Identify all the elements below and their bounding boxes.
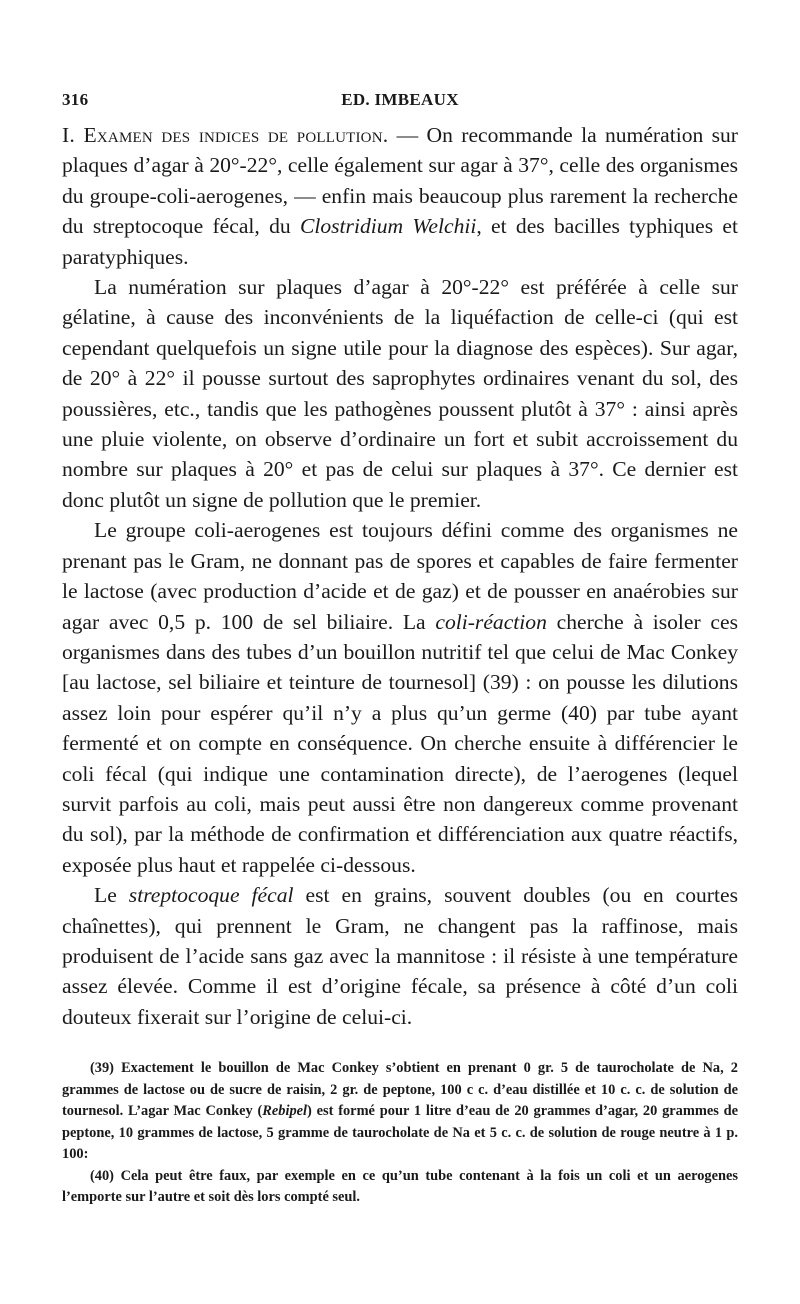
emphasis-term: streptocoque fécal — [128, 883, 294, 908]
paragraph-text: — On recommande la numération sur plaques d’agar à 20°-22°, celle également sur agar à 37°, celle des organismes du groupe-coli-aerogenes, — enfin mais beaucoup plus rarement la recherche du streptocoque fécal, du — [62, 123, 738, 239]
running-head — [62, 78, 738, 118]
species-name: Clostridium Welchii — [299, 214, 477, 239]
paragraph-text: est en grains, souvent doubles (ou en courtes chaînettes), qui prennent le Gram, ne changent pas la raffinose, mais produisent de l’acide sans gaz avec la mannitose : il résiste à une température assez élevée. Comme il est d’origine fécale, sa présence à côté d’un coli douteux fixerait sur l’origine de celui-ci. — [62, 883, 738, 1029]
paragraph-text: cherche à isoler ces organismes dans des tubes d’un bouillon nutritif tel que celui de Mac Conkey [au lactose, sel biliaire et teinture de tournesol] (39) : on pousse les dilutions assez loin pour espérer qu’il n’y a plus qu’un germe (40) par tube ayant fermenté et on compte en conséquence. On cherche ensuite à différencier le coli fécal (qui indique une contamination directe), de l’aerogenes (lequel survit parfois au coli, mais peut aussi être non dangereux comme provenant du sol), par la méthode de confirmation et différenciation aux quatre réactifs, exposée plus haut et rappelée ci-dessous. — [62, 609, 738, 877]
paragraph-agar-plates — [62, 272, 738, 515]
footnote-text: (39) Exactement le bouillon de Mac Conkey s’obtient en prenant 0 gr. 5 de taurocholate de Na, 2 grammes de lactose ou de sucre de raisin, 2 gr. de peptone, 100 c c. d’eau distillée et 10 c. c. de solution de tournesol. L’agar Mac Conkey ( — [62, 1060, 738, 1120]
paragraph-streptococcus — [62, 880, 738, 1032]
footnote-40 — [62, 1166, 738, 1209]
page-number: 316 — [62, 90, 89, 109]
paragraph-text: Le groupe coli-aerogenes est toujours défini comme des organismes ne prenant pas le Gram, ne donnant pas de spores et capables de faire fermenter le lactose (avec production d’acide et de gaz) et de pousser en anaérobies sur agar avec 0,5 p. 100 de sel biliaire. La — [62, 518, 738, 634]
section-heading: I. Examen des indices de pollution. — [62, 123, 389, 147]
running-title: ED. IMBEAUX — [341, 90, 459, 109]
footnote-text: (40) Cela peut être faux, par exemple en ce qu’un tube contenant à la fois un coli et un aerogenes l’emporte sur l’autre et soit dès lors compté seul. — [62, 1167, 738, 1206]
paragraph-coli-aerogenes — [62, 515, 738, 880]
emphasis-term: Rebipel — [262, 1103, 308, 1120]
paragraph-text: La numération sur plaques d’agar à 20°-22° est préférée à celle sur gélatine, à cause des inconvénients de la liquéfaction de celle-ci (qui est cependant quelquefois un signe utile pour la diagnose des espèces). Sur agar, de 20° à 22° il pousse surtout des saprophytes ordinaires venant du sol, des poussières, etc., tandis que les pathogènes poussent plutôt à 37° : ainsi après une pluie violente, on observe d’ordinaire un fort et subit accroissement du nombre sur plaques à 20° et pas de celui sur plaques à 37°. Ce dernier est donc plutôt un signe de pollution que le premier. — [62, 275, 738, 512]
footnotes — [62, 1058, 738, 1209]
paragraph-pollution-indices — [62, 120, 738, 272]
emphasis-term: coli-réaction — [435, 609, 547, 634]
footnote-39 — [62, 1058, 738, 1166]
footnote-text: ) est formé pour 1 litre d’eau de 20 grammes d’agar, 20 grammes de peptone, 10 grammes de lactose, 5 gramme de taurocholate de Na et 5 c. c. de solution de rouge neutre à 1 p. 100: — [62, 1103, 738, 1163]
paragraph-text: Le — [94, 883, 129, 908]
body-text — [62, 120, 738, 1032]
book-page — [62, 78, 738, 1209]
paragraph-text: , et des bacilles typhiques et paratyphiques. — [62, 214, 738, 269]
